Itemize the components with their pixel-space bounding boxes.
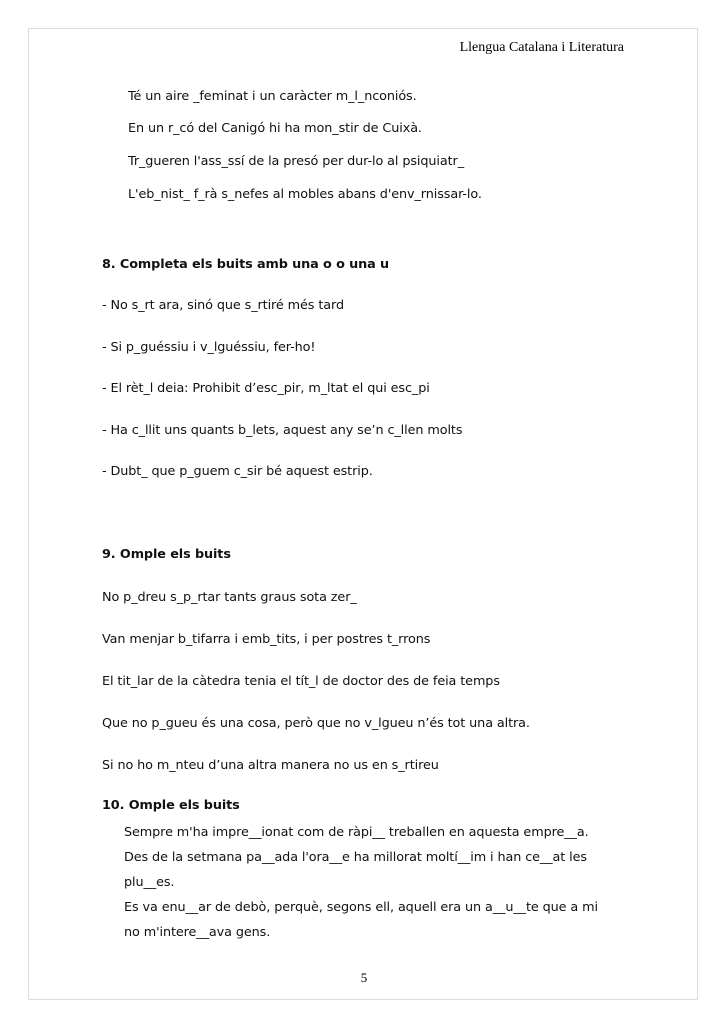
section-9-item: No p_dreu s_p_rtar tants graus sota zer_ [102,590,357,605]
section-10-line: Es va enu__ar de debò, perquè, segons ell, aquell era un a__u__te que a mi [124,900,598,915]
intro-line: L'eb_nist_ f_rà s_nefes al mobles abans d'env_rnissar-lo. [128,187,482,202]
section-10-line: Des de la setmana pa__ada l'ora__e ha millorat moltí__im i han ce__at les [124,850,587,865]
intro-line: En un r_có del Canigó hi ha mon_stir de Cuixà. [128,121,422,136]
section-8-item: - Si p_guéssiu i v_lguéssiu, fer-ho! [102,340,316,355]
section-10-line: Sempre m'ha impre__ionat com de ràpi__ treballen en aquesta empre__a. [124,825,589,840]
section-8-item: - No s_rt ara, sinó que s_rtiré més tard [102,298,344,313]
section-8-item: - Ha c_llit uns quants b_lets, aquest any se’n c_llen molts [102,423,463,438]
section-8-item: - El rèt_l deia: Prohibit d’esc_pir, m_ltat el qui esc_pi [102,381,430,396]
section-9-item: Si no ho m_nteu d’una altra manera no us en s_rtireu [102,758,439,773]
section-10-line: plu__es. [124,875,175,890]
intro-line: Tr_gueren l'ass_ssí de la presó per dur-lo al psiquiatr_ [128,154,464,169]
section-9-item: El tit_lar de la càtedra tenia el tít_l de doctor des de feia temps [102,674,500,689]
intro-line: Té un aire _feminat i un caràcter m_l_nconiós. [128,89,417,104]
section-8-item: - Dubt_ que p_guem c_sir bé aquest estrip. [102,464,373,479]
section-9-item: Van menjar b_tifarra i emb_tits, i per postres t_rrons [102,632,431,647]
page-header: Llengua Catalana i Literatura [459,40,624,55]
section-10-line: no m'intere__ava gens. [124,925,271,940]
section-10-title: 10. Omple els buits [102,798,240,813]
section-9-title: 9. Omple els buits [102,547,231,562]
section-9-item: Que no p_gueu és una cosa, però que no v_lgueu n’és tot una altra. [102,716,530,731]
page-number: 5 [360,970,368,985]
section-8-title: 8. Completa els buits amb una o o una u [102,257,390,272]
